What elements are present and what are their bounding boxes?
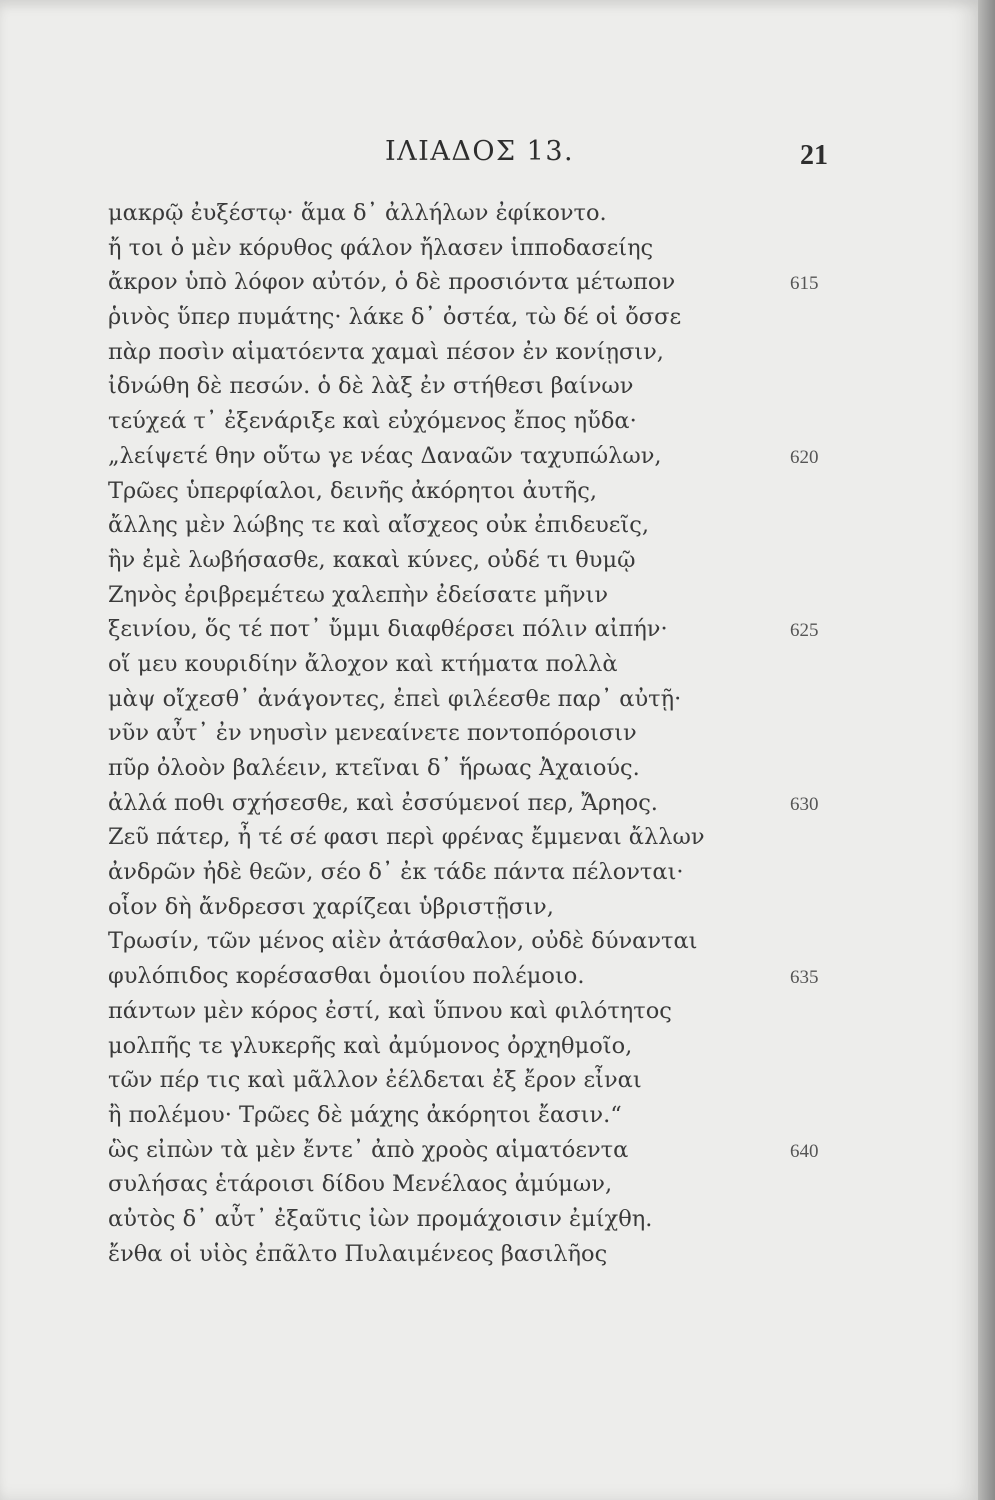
verse-text: τεύχεά τ᾽ ἐξενάριξε καὶ εὐχόμενος ἔπος ηὔδα· <box>108 408 637 435</box>
verse-text: Τρῶες ὑπερφίαλοι, δεινῆς ἀκόρητοι ἀυτῆς, <box>108 477 598 504</box>
verse-line <box>108 959 958 994</box>
verse-text: νῦν αὖτ᾽ ἐν νηυσὶν μενεαίνετε ποντοπόροισιν <box>108 720 637 747</box>
verse-text: ἰδνώθη δὲ πεσών. ὁ δὲ λὰξ ἐν στήθεσι βαίνων <box>108 373 634 400</box>
verse-text: ἀλλά ποθι σχήσεσθε, καὶ ἐσσύμενοί περ, Ἄρηος. <box>108 789 658 816</box>
verse-line <box>108 265 958 300</box>
verse-text: φυλόπιδος κορέσασθαι ὁμοιίου πολέμοιο. <box>108 963 585 990</box>
verse-line <box>108 682 958 717</box>
line-number: 615 <box>790 273 819 295</box>
page-edge <box>978 0 995 1500</box>
verse-line <box>108 335 958 370</box>
verse-text: ξεινίου, ὅς τέ ποτ᾽ ὔμμι διαφθέρσει πόλιν αἰπήν· <box>108 616 668 643</box>
verse-text: Ζηνὸς ἐριβρεμέτεω χαλεπὴν ἐδείσατε μῆνιν <box>108 581 609 608</box>
line-number: 625 <box>790 620 819 642</box>
verse-line <box>108 924 958 959</box>
verse-line <box>108 1133 958 1168</box>
verse-text: συλήσας ἑτάροισι δίδου Μενέλαος ἀμύμων, <box>108 1171 613 1198</box>
verse-line <box>108 612 958 647</box>
verse-text: ἄκρον ὑπὸ λόφον αὐτόν, ὁ δὲ προσιόντα μέτωπον <box>108 269 676 296</box>
verse-line <box>108 543 958 578</box>
line-number: 620 <box>790 446 819 468</box>
verse-line <box>108 369 958 404</box>
verse-line <box>108 716 958 751</box>
verse-line <box>108 890 958 925</box>
verse-text: οἵ μευ κουριδίην ἄλοχον καὶ κτήματα πολλὰ <box>108 650 618 677</box>
verse-line <box>108 474 958 509</box>
verse-text: ἔνθα οἱ υἱὸς ἐπᾶλτο Πυλαιμένεος βασιλῆος <box>108 1240 608 1267</box>
verse-text: μακρῷ ἐυξέστῳ· ἅμα δ᾽ ἀλλήλων ἐφίκοντο. <box>108 200 607 226</box>
verse-line <box>108 647 958 682</box>
verse-line <box>108 855 958 890</box>
verse-text: ἀνδρῶν ἠδὲ θεῶν, σέο δ᾽ ἐκ τάδε πάντα πέλονται· <box>108 859 684 886</box>
verse-text: Τρωσίν, τῶν μένος αἰὲν ἀτάσθαλον, οὐδὲ δύνανται <box>108 928 698 955</box>
verse-text: Ζεῦ πάτερ, ἦ τέ σέ φασι περὶ φρένας ἔμμεναι ἄλλων <box>108 824 705 851</box>
line-number: 635 <box>790 967 819 989</box>
verse-text: αὐτὸς δ᾽ αὖτ᾽ ἐξαῦτις ἰὼν προμάχοισιν ἐμίχθη. <box>108 1205 653 1232</box>
line-number: 640 <box>790 1140 819 1162</box>
verse-line <box>108 751 958 786</box>
verse-line <box>108 1063 958 1098</box>
page-number: 21 <box>800 140 828 171</box>
verse-text: πάντων μὲν κόρος ἐστί, καὶ ὕπνου καὶ φιλότητος <box>108 997 672 1024</box>
verse-text: ἣν ἐμὲ λωβήσασθε, κακαὶ κύνες, οὐδέ τι θυμῷ <box>108 546 636 573</box>
verse-line <box>108 300 958 335</box>
verse-line <box>108 231 958 266</box>
verse-text: ἄλλης μὲν λώβης τε καὶ αἴσχεος οὐκ ἐπιδευεῖς, <box>108 512 650 539</box>
line-number: 630 <box>790 793 819 815</box>
verse-text: πὰρ ποσὶν αἱματόεντα χαμαὶ πέσον ἐν κονίῃσιν, <box>108 338 664 365</box>
verse-line <box>108 1237 958 1272</box>
verse-text: πῦρ ὀλοὸν βαλέειν, κτεῖναι δ᾽ ἥρωας Ἀχαιούς. <box>108 755 640 781</box>
verse-text: ῥινὸς ὕπερ πυμάτης· λάκε δ᾽ ὀστέα, τὼ δέ οἱ ὄσσε <box>108 304 682 331</box>
verse-line <box>108 1202 958 1237</box>
verse-text: „λείψετέ θην οὕτω γε νέας Δαναῶν ταχυπώλων, <box>108 442 662 469</box>
verse-text: μολπῆς τε γλυκερῆς καὶ ἀμύμονος ὀρχηθμοῖο, <box>108 1032 633 1059</box>
verse-line <box>108 820 958 855</box>
verse-line <box>108 994 958 1029</box>
verse-line <box>108 1029 958 1064</box>
verse-line <box>108 1167 958 1202</box>
verse-text: ὣς εἰπὼν τὰ μὲν ἔντε᾽ ἀπὸ χροὸς αἱματόεντα <box>108 1136 629 1163</box>
verse-text: μὰψ οἴχεσθ᾽ ἀνάγοντες, ἐπεὶ φιλέεσθε παρ᾽ αὐτῇ· <box>108 685 682 712</box>
verse-text: οἷον δὴ ἄνδρεσσι χαρίζεαι ὑβριστῇσιν, <box>108 893 554 920</box>
verse-line <box>108 508 958 543</box>
verse-line <box>108 786 958 821</box>
verse-line <box>108 578 958 613</box>
verse-text: ἢ πολέμου· Τρῶες δὲ μάχης ἀκόρητοι ἔασιν.“ <box>108 1101 622 1128</box>
verse-line <box>108 196 958 231</box>
verse-line <box>108 1098 958 1133</box>
verse-line <box>108 404 958 439</box>
page-header <box>0 136 978 176</box>
verse-line <box>108 439 958 474</box>
verse-text: τῶν πέρ τις καὶ μᾶλλον ἐέλδεται ἐξ ἔρον εἶναι <box>108 1067 642 1094</box>
verse-block <box>108 196 958 1271</box>
verse-text: ἤ τοι ὁ μὲν κόρυθος φάλον ἤλασεν ἱπποδασείης <box>108 234 654 261</box>
running-title: ΙΛΙΑΔΟΣ 13. <box>385 136 575 167</box>
